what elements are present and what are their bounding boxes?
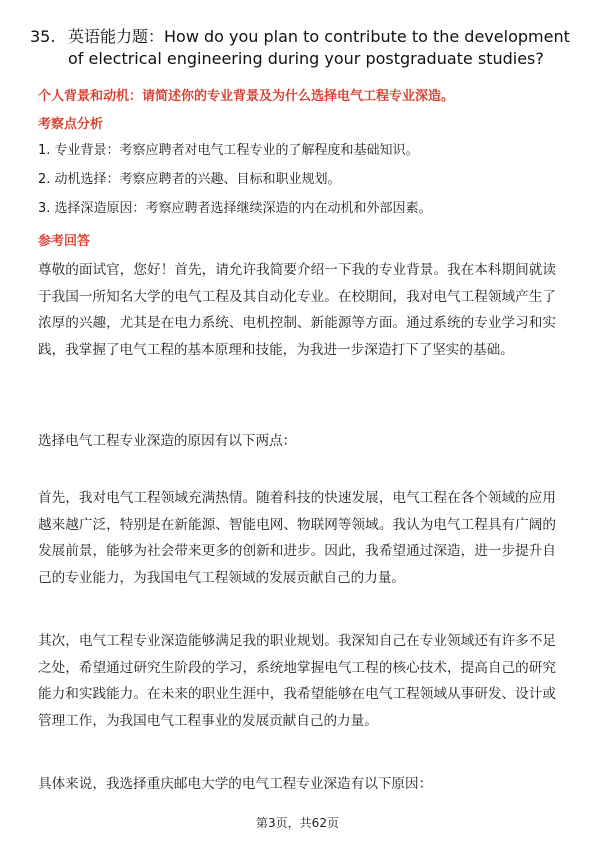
analysis-item: 1. 专业背景：考察应聘者对电气工程专业的了解程度和基础知识。 [38,143,419,158]
analysis-heading: 考察点分析 [38,117,104,132]
question-line-2: of electrical engineering during your postgraduate studies? [68,49,544,68]
answer-paragraph: 其次，电气工程专业深造能够满足我的职业规划。我深知自己在专业领域还有许多不足之处，希望通过研究生阶段的学习，系统地掌握电气工程的核心技术，提高自己的研究能力和实践能力。在未来的职业生涯中，我希望能够在电气工程领域从事研发、设计或管理工作，为我国电气工程事业的发展贡献自己的力量。 [38,633,556,729]
answer-paragraph: 具体来说，我选择重庆邮电大学的电气工程专业深造有以下原因： [38,776,433,792]
question-number: 35. [30,27,56,46]
reference-heading: 参考回答 [38,234,91,249]
analysis-list [38,142,432,229]
sub-question: 个人背景和动机：请简述你的专业背景及为什么选择电气工程专业深造。 [38,89,455,104]
analysis-item: 3. 选择深造原因：考察应聘者选择继续深造的内在动机和外部因素。 [38,201,432,216]
question-title [30,26,570,70]
analysis-item: 2. 动机选择：考察应聘者的兴趣、目标和职业规划。 [38,172,341,187]
answer-paragraph: 首先，我对电气工程领域充满热情。随着科技的快速发展，电气工程在各个领域的应用越来越广泛，特别是在新能源、智能电网、物联网等领域。我认为电气工程具有广阔的发展前景，能够为社会带来更多的创新和进步。因此，我希望通过深造，进一步提升自己的专业能力，为我国电气工程领域的发展贡献自己的力量。 [38,490,556,586]
answer-paragraph: 选择电气工程专业深造的原因有以下两点： [38,433,297,449]
answer-paragraph: 尊敬的面试官，您好！首先，请允许我简要介绍一下我的专业背景。我在本科期间就读于我国一所知名大学的电气工程及其自动化专业。在校期间，我对电气工程领域产生了浓厚的兴趣，尤其是在电力系统、电机控制、新能源等方面。通过系统的专业学习和实践，我掌握了电气工程的基本原理和技能，为我进一步深造打下了坚实的基础。 [38,262,556,358]
page-footer: 第3页，共62页 [256,816,339,830]
question-line-1: 英语能力题：How do you plan to contribute to the development [68,27,570,46]
